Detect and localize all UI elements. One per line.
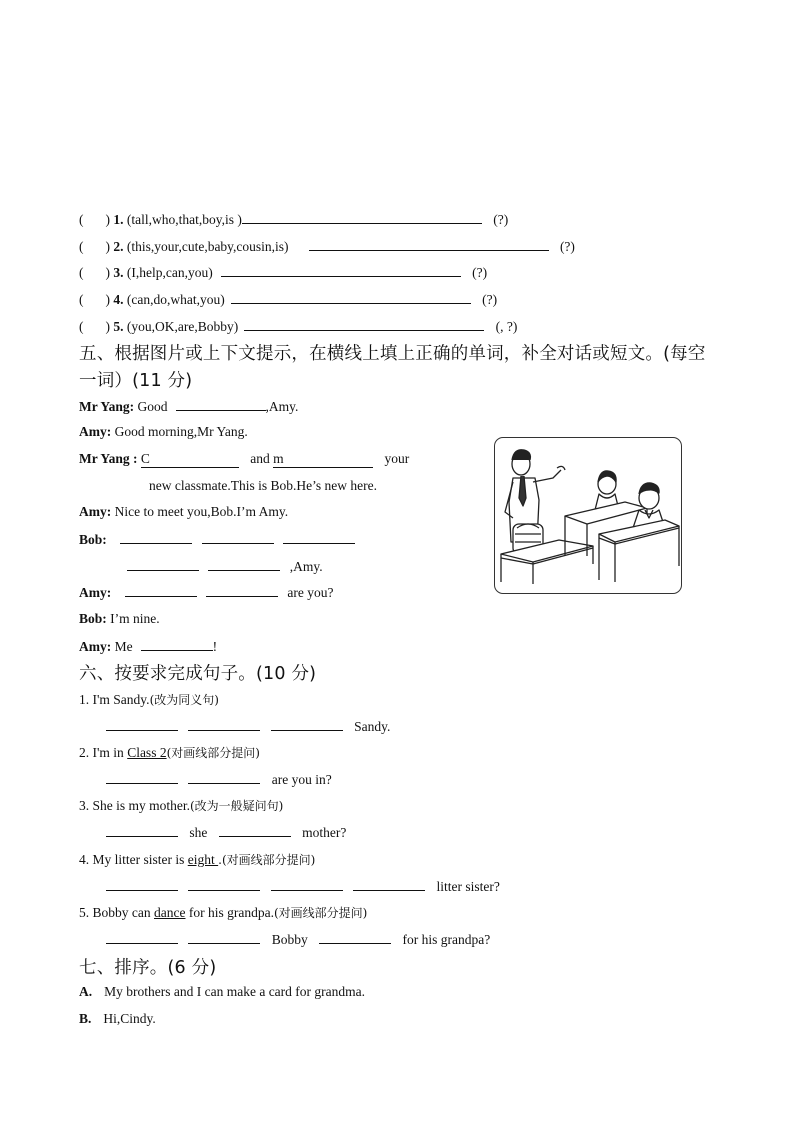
dialogue-line-3: Mr Yang : C and m your — [79, 451, 410, 466]
answer-6-2: are you in? — [106, 771, 332, 788]
ordering-item-a: A. My brothers and I can make a card for grandma. — [79, 984, 366, 999]
section-5-title-line2: 一词）(11 分) — [79, 371, 193, 391]
question-6-4: 4. My litter sister is eight .(对画线部分提问) — [79, 852, 316, 867]
answer-6-5: Bobby for his grandpa? — [106, 931, 490, 948]
question-6-1: 1. I'm Sandy.(改为同义句) — [79, 692, 219, 707]
answer-blank[interactable] — [188, 718, 260, 731]
answer-blank[interactable] — [127, 558, 199, 571]
dialogue-line-9: Bob: I’m nine. — [79, 611, 160, 626]
answer-blank[interactable] — [219, 824, 291, 837]
answer-6-4: litter sister? — [106, 878, 500, 895]
answer-blank[interactable] — [188, 931, 260, 944]
section-7-title: 七、排序。(6 分) — [79, 958, 217, 978]
dialogue-line-5: Amy: Nice to meet you,Bob.I’m Amy. — [79, 504, 289, 519]
dialogue-line-6: Bob: — [79, 531, 355, 548]
answer-blank[interactable] — [106, 931, 178, 944]
ordering-question-4: ( ) 4. (can,do,what,you) (?) — [79, 292, 498, 307]
answer-blank[interactable] — [242, 211, 482, 224]
dialogue-line-10: Amy: Me ! — [79, 639, 218, 654]
answer-6-1: Sandy. — [106, 718, 390, 735]
answer-blank[interactable] — [283, 531, 355, 544]
answer-blank[interactable] — [353, 878, 425, 891]
answer-blank[interactable] — [244, 318, 484, 331]
answer-blank[interactable] — [188, 878, 260, 891]
answer-blank-c[interactable]: C — [141, 451, 239, 468]
answer-blank[interactable] — [208, 558, 280, 571]
answer-blank[interactable] — [271, 878, 343, 891]
question-6-3: 3. She is my mother.(改为一般疑问句) — [79, 798, 284, 813]
answer-blank[interactable] — [319, 931, 391, 944]
question-6-5: 5. Bobby can dance for his grandpa.(对画线部分提问) — [79, 905, 368, 920]
dialogue-line-2: Amy: Good morning,Mr Yang. — [79, 424, 248, 439]
ordering-item-b: B. Hi,Cindy. — [79, 1011, 156, 1026]
ordering-question-3: ( ) 3. (I,help,can,you) (?) — [79, 265, 488, 280]
answer-blank[interactable] — [176, 398, 266, 411]
section-5-title-line1: 五、根据图片或上下文提示，在横线上填上正确的单词，补全对话或短文。(每空 — [79, 344, 706, 364]
answer-blank-m[interactable]: m — [273, 451, 373, 468]
dialogue-line-1: Mr Yang: Good ,Amy. — [79, 399, 299, 414]
dialogue-line-8: Amy: are you? — [79, 585, 334, 600]
answer-blank[interactable] — [141, 638, 213, 651]
answer-blank[interactable] — [231, 291, 471, 304]
answer-blank[interactable] — [271, 718, 343, 731]
answer-blank[interactable] — [309, 238, 549, 251]
ordering-question-2: ( ) 2. (this,your,cute,baby,cousin,is) (?) — [79, 239, 575, 254]
answer-blank[interactable] — [120, 531, 192, 544]
answer-blank[interactable] — [188, 771, 260, 784]
answer-blank[interactable] — [221, 264, 461, 277]
dialogue-line-7: ,Amy. — [127, 558, 323, 575]
answer-blank[interactable] — [106, 718, 178, 731]
answer-6-3: she mother? — [106, 824, 346, 841]
classroom-drawing — [495, 438, 681, 593]
ordering-question-1: ( ) 1. (tall,who,that,boy,is ) (?) — [79, 212, 509, 227]
answer-blank[interactable] — [206, 584, 278, 597]
answer-blank[interactable] — [106, 771, 178, 784]
answer-blank[interactable] — [106, 878, 178, 891]
classroom-illustration — [494, 437, 682, 594]
dialogue-line-4: new classmate.This is Bob.He’s new here. — [149, 478, 377, 493]
question-6-2: 2. I'm in Class 2(对画线部分提问) — [79, 745, 260, 760]
answer-blank[interactable] — [125, 584, 197, 597]
answer-blank[interactable] — [202, 531, 274, 544]
section-6-title: 六、按要求完成句子。(10 分) — [79, 664, 317, 684]
ordering-question-5: ( ) 5. (you,OK,are,Bobby) (, ?) — [79, 319, 518, 334]
answer-blank[interactable] — [106, 824, 178, 837]
